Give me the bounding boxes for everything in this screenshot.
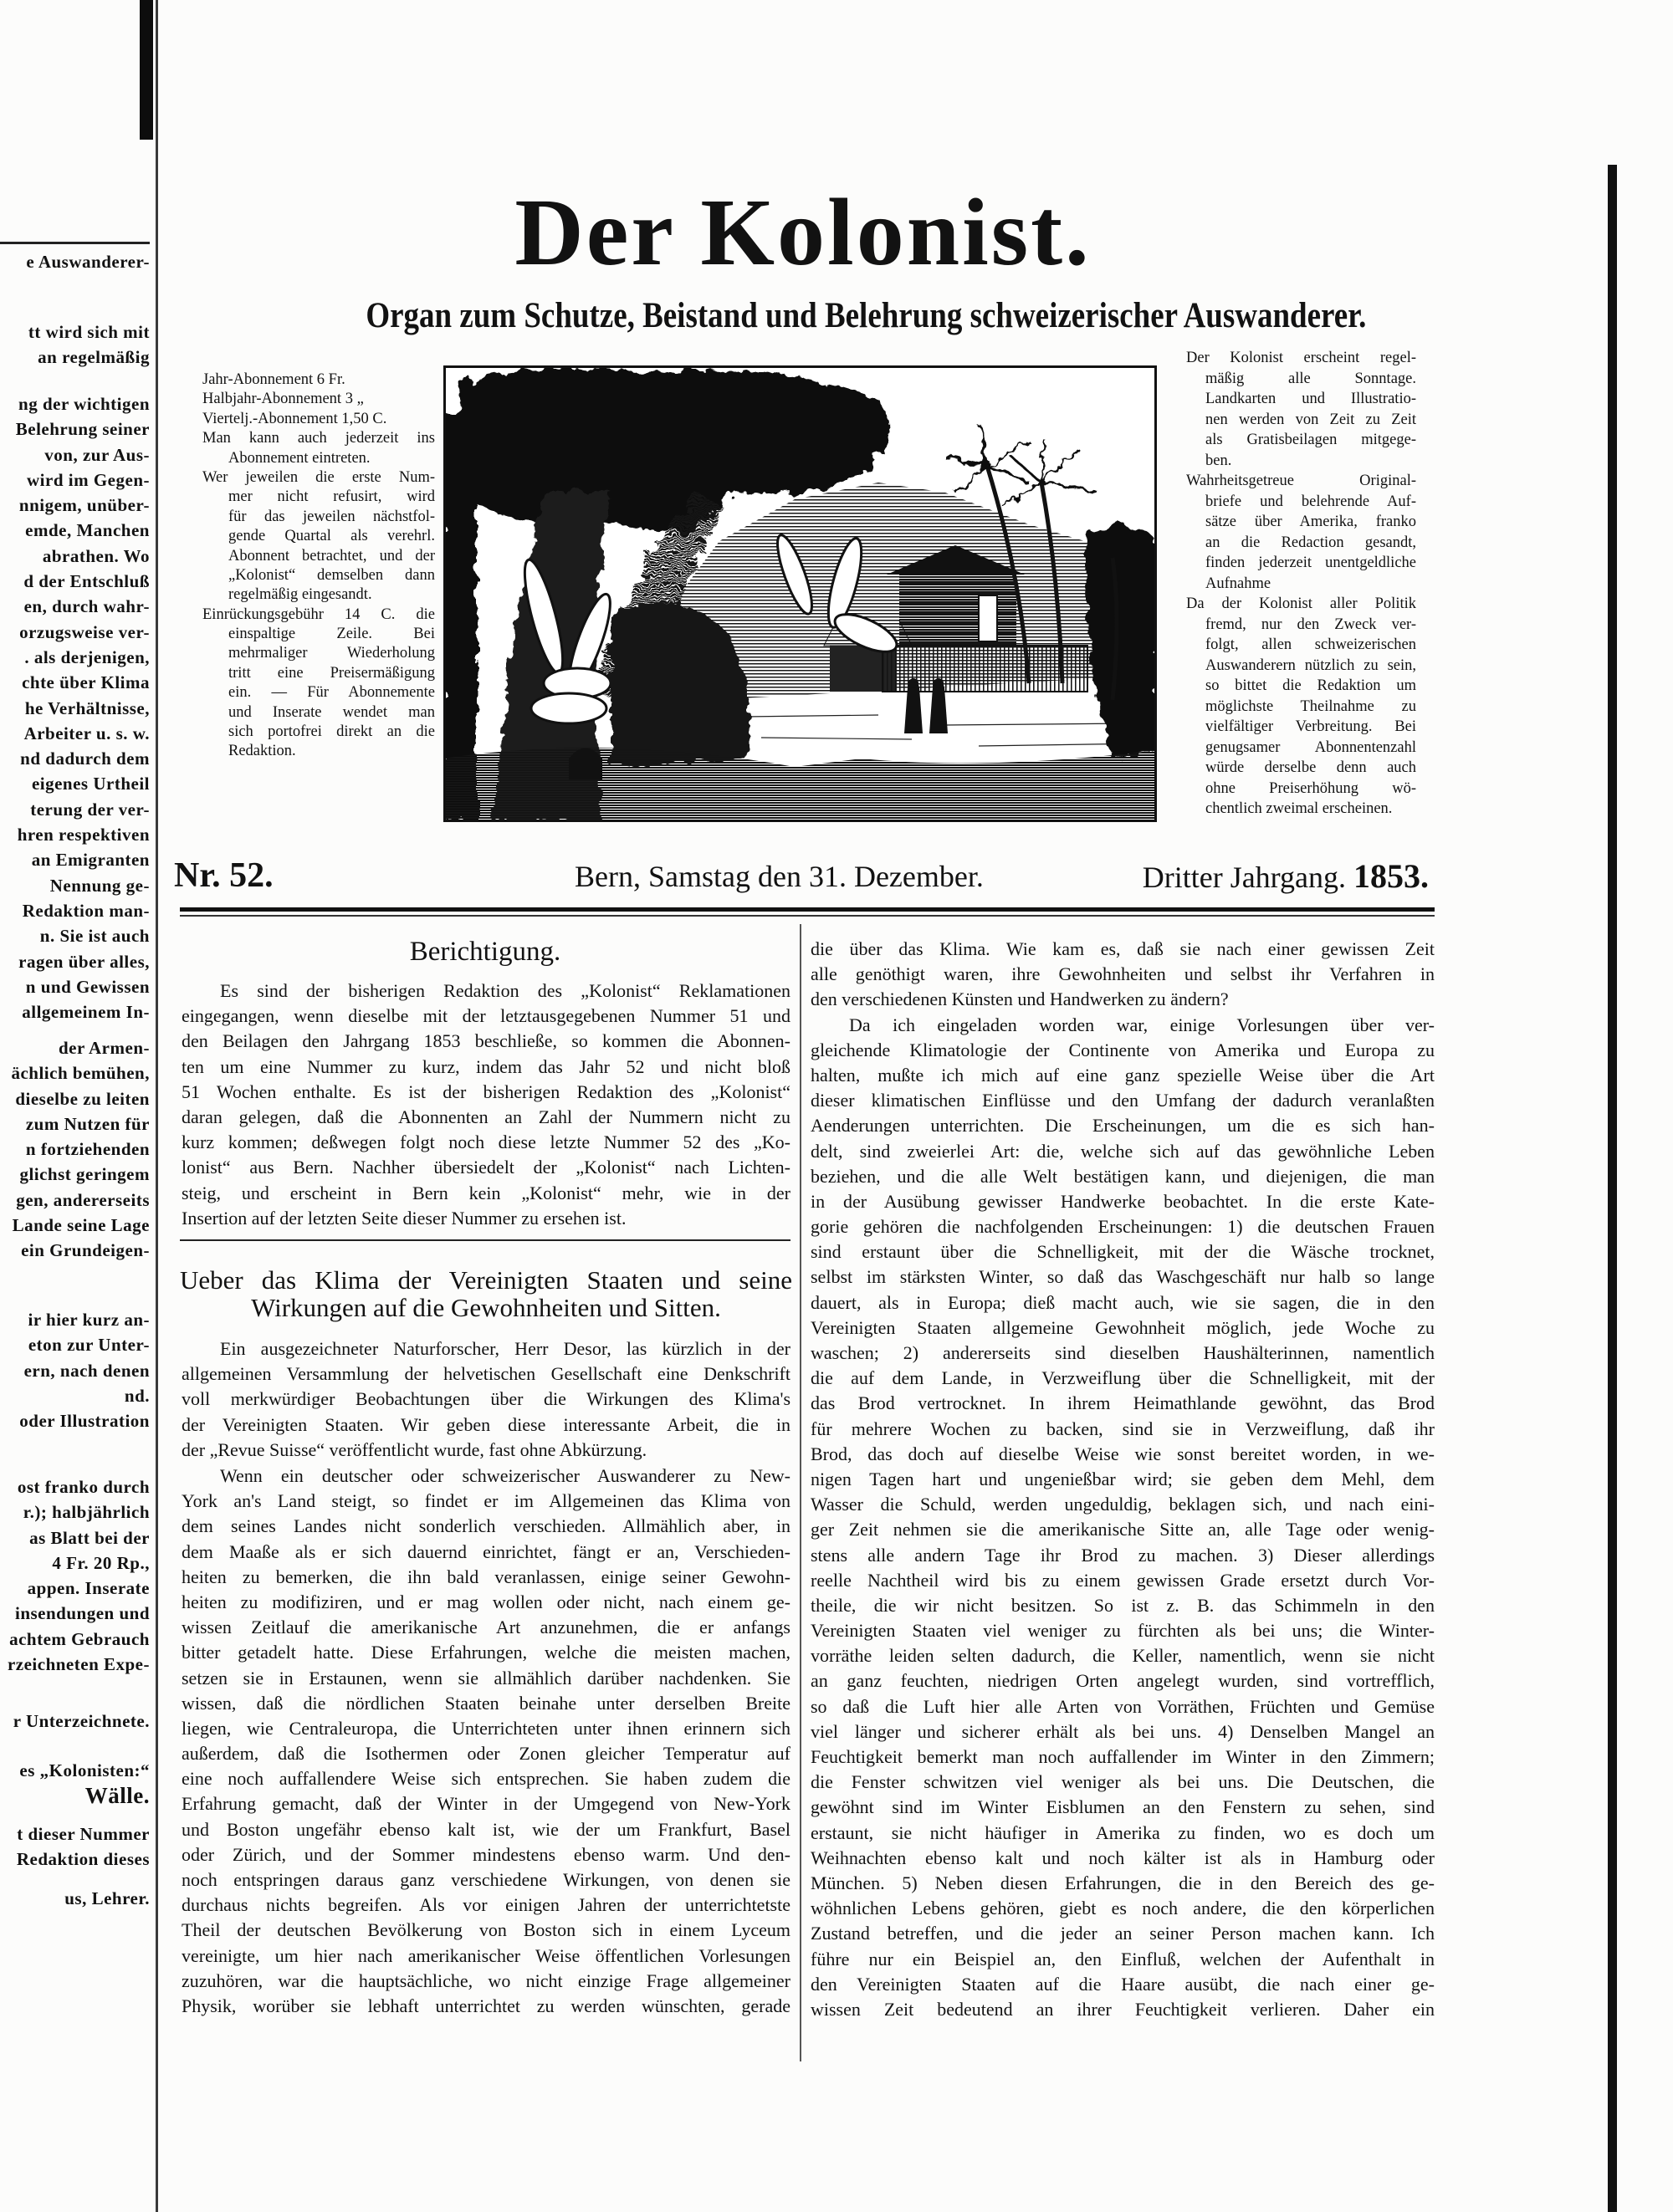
fragment-line <box>0 949 150 974</box>
fragment-text: tt wird sich mit <box>28 322 150 342</box>
fragment-line <box>0 1758 150 1783</box>
text-line: die über das Klima. Wie kam es, daß sie nach einer gewissen Zeit <box>811 938 1435 959</box>
fragment-text: ng der wichtigen <box>18 394 150 414</box>
info-line: als Gratisbeilagen mitgege- <box>1205 432 1416 448</box>
fragment-line <box>0 873 150 898</box>
paragraph <box>182 978 790 1231</box>
text-line: eine noch auffallendere Weise sich entsprechen. Sie haben zudem die <box>182 1768 790 1790</box>
fragment-line <box>0 1137 150 1162</box>
info-line: Der Kolonist erscheint regel- <box>1186 350 1416 366</box>
text-line: Wasser die Schuld, werden ungeduldig, beklagen sich, und nach eini- <box>811 1494 1435 1515</box>
fragment-text: nnigem, unüber- <box>18 495 150 516</box>
fragment-line <box>0 974 150 999</box>
info-line: finden jederzeit unentgeldliche <box>1205 554 1416 571</box>
text-line: voll merkwürdiger Beobachtungen über die Wirkungen des Klima's <box>182 1388 790 1410</box>
fragment-line <box>0 696 150 721</box>
fragment-line <box>0 1307 150 1332</box>
fragment-line <box>0 1213 150 1238</box>
text-line: ten um eine Nummer zu kurz, indem das Jahr 52 und nicht bloß <box>182 1055 790 1077</box>
fragment-line <box>0 1783 150 1808</box>
fragment-group <box>0 249 150 274</box>
text-line: die auf dem Lande, in Verzweiflung über die Schnelligkeit, mit der <box>811 1367 1435 1389</box>
text-line: Vereinigten Staaten viel weniger zu fürchten als bei uns; die Winter- <box>811 1620 1435 1642</box>
fragment-line <box>0 1576 150 1601</box>
fragment-line <box>0 1847 150 1872</box>
info-line: einspaltige Zeile. Bei <box>228 626 435 643</box>
text-line: bitter getadelt hatte. Diese Erfahrungen, welche die meisten machen, <box>182 1642 790 1663</box>
info-line: so bittet die Redaktion um <box>1205 677 1416 694</box>
text-line: so daß die Luft hier alle Arten von Vorräthen, Früchten und Gemüse <box>811 1695 1435 1717</box>
info-line: briefe und belehrende Auf- <box>1205 493 1416 510</box>
text-line: Vereinigten Staaten allgemeine Gewohnheit möglich, jede Woche zu <box>811 1316 1435 1338</box>
info-line: und Inserate wendet man <box>228 703 435 721</box>
text-line: delt, sind zweierlei Art: die, welche sich auf das gewöhnliche Leben <box>811 1140 1435 1162</box>
fragment-text: emde, Manchen <box>25 520 150 541</box>
article-heading <box>180 1266 792 1321</box>
info-line: Wer jeweilen die erste Num- <box>202 468 435 486</box>
fragment-line <box>0 518 150 543</box>
text-line: den verschiedenen Künsten und Handwerken zu ändern? <box>811 989 1229 1010</box>
fragment-line <box>0 1652 150 1677</box>
fragment-line <box>0 1188 150 1213</box>
fragment-text: appen. Inserate <box>27 1578 150 1599</box>
fragment-text: wird im Gegen- <box>27 469 150 490</box>
info-line: Landkarten und Illustratio- <box>1205 391 1416 407</box>
fragment-text: n fortziehenden <box>25 1139 150 1160</box>
fragment-text: . als derjenigen, <box>24 646 150 667</box>
text-line: halten, mußte ich mich auf eine ganz spezielle Weise über die Art <box>811 1064 1435 1086</box>
fragment-text: an regelmäßig <box>38 347 150 368</box>
fragment-text: eigenes Urtheil <box>31 774 150 794</box>
text-line: durchaus nichts begreifen. Als vor einigen Jahren der unterrichtetste <box>182 1894 790 1916</box>
paragraph <box>811 1013 1435 2023</box>
fragment-text: n. Sie ist auch <box>39 926 150 947</box>
volume-label: Dritter Jahrgang. <box>1142 861 1346 894</box>
article-heading-line: Ueber das Klima der Vereinigten Staaten und seine <box>180 1265 792 1295</box>
fragment-line <box>0 1550 150 1576</box>
info-line: Einrückungsgebühr 14 C. die <box>202 605 435 623</box>
text-line: für mehrere Wochen zu backen, sind sie in Verzweiflung, daß ihr <box>811 1418 1435 1439</box>
fragment-text: rzeichneten Expe- <box>7 1654 150 1675</box>
text-line: York an's Land steigt, so findet er im Allgemeinen das Klima von <box>182 1490 790 1512</box>
fragment-text: chte über Klima <box>22 672 150 693</box>
text-line: Erfahrung gemacht, daß der Winter in der Umgegend von New-York <box>182 1793 790 1815</box>
fragment-line <box>0 822 150 847</box>
text-line: wissen Zeit bedeutend an ihrer Feuchtigkeit verlieren. Daher ein <box>811 1998 1435 2020</box>
info-line: Abonnent betrachtet, und der <box>228 547 435 564</box>
fragment-text: ein Grundeigen- <box>21 1240 150 1261</box>
text-line: Da ich eingeladen worden war, einige Vorlesungen über ver- <box>849 1014 1435 1035</box>
fragment-group <box>0 1821 150 1872</box>
text-line: 51 Wochen enthalte. Es ist der bisherigen Redaktion des „Kolonist“ <box>182 1080 790 1102</box>
fragment-text: nd. <box>124 1385 150 1406</box>
fragment-text: he Verhältnisse, <box>24 697 150 718</box>
tropical-settlement-engraving <box>443 365 1157 822</box>
text-line: gewöhnt sind im Winter Eisblumen an den Fenstern zu sehen, sind <box>811 1796 1435 1818</box>
fragment-line <box>0 1525 150 1550</box>
text-line: Brod, das doch auf dieselbe Weise wie sonst bereitet worden, in we- <box>811 1443 1435 1464</box>
text-line: Feuchtigkeit bemerkt man noch auffallender im Winter in den Zimmern; <box>811 1746 1435 1767</box>
column-divider <box>800 924 801 2061</box>
text-line: Insertion auf der letzten Seite dieser Nummer zu ersehen ist. <box>182 1207 627 1229</box>
text-line: gleichende Klimatologie der Continente von Amerika und Europa zu <box>811 1039 1435 1060</box>
fragment-line <box>0 594 150 619</box>
fragment-text: en, durch wahr- <box>23 596 150 617</box>
text-line: allgemeinen Versammlung der helvetischen Gesellschaft eine Denkschrift <box>182 1363 790 1385</box>
text-line: wöhnlichen Lebens gehören, giebt es noch andere, die den körperlichen <box>811 1898 1435 1919</box>
text-line: die Fenster schwitzen viel weniger als bei uns. Die Deutschen, die <box>811 1771 1435 1793</box>
text-line: wissen, daß die nördlichen Staaten beinahe unter derselben Breite <box>182 1692 790 1714</box>
publication-notice <box>1186 348 1416 820</box>
fragment-text: Belehrung seiner <box>15 419 150 440</box>
fragment-text: von, zur Aus- <box>44 444 150 465</box>
issue-number: Nr. 52. <box>174 856 274 895</box>
info-line: genugsamer Abonnentenzahl <box>1205 738 1416 756</box>
fragment-text: ern, nach denen <box>23 1360 150 1381</box>
text-line: München. 5) Neben diesen Erfahrungen, die in den Bereich des ge- <box>811 1872 1435 1893</box>
fragment-group <box>0 1035 150 1264</box>
fragment-text: r.); halbjährlich <box>23 1502 150 1523</box>
article-body-continued <box>811 937 1435 2022</box>
fragment-line <box>0 1086 150 1111</box>
info-line: „Kolonist“ demselben dann <box>228 566 435 584</box>
fragment-text: eton zur Unter- <box>28 1335 150 1356</box>
berichtigung-text <box>182 978 790 1231</box>
fragment-group <box>0 391 150 1024</box>
fragment-line <box>0 1474 150 1499</box>
info-item <box>202 370 435 390</box>
fragment-line <box>0 1627 150 1652</box>
text-line: dem Maaße als er sich dauernd einrichtet, fängt er an, Verschieden- <box>182 1540 790 1562</box>
text-line: daran gelegen, daß die Abonnenten an Zahl der Nummern nicht zu <box>182 1106 790 1127</box>
paragraph <box>811 937 1435 1013</box>
fragment-line <box>0 1499 150 1525</box>
text-line: in der Ausübung gewisser Handwerke beobachtet. In die erste Kate- <box>811 1190 1435 1212</box>
text-line: lonist“ aus Bern. Nachher übersiedelt der „Kolonist“ nach Lichten- <box>182 1157 790 1178</box>
text-line: stens alle andern Tage ihr Brod zu machen. 3) Dieser allerdings <box>811 1544 1435 1566</box>
text-line: selbst im stärksten Winter, so daß das Waschgeschäft nur halb so lange <box>811 1266 1435 1288</box>
info-line: Man kann auch jederzeit ins <box>202 430 435 447</box>
fragment-line <box>0 1111 150 1137</box>
fragment-text: Wälle. <box>84 1783 150 1809</box>
fragment-line <box>0 442 150 467</box>
fragment-text: r Unterzeichnete. <box>13 1711 150 1731</box>
fragment-text: d der Entschluß <box>23 571 150 592</box>
info-line: Aufnahme <box>1205 575 1271 592</box>
text-line: wissen Zeitlauf die amerikanische Art anzunehmen, die er anfangs <box>182 1617 790 1638</box>
fragment-text: 4 Fr. 20 Rp., <box>52 1552 150 1573</box>
info-line: Auswanderern nützlich zu sein, <box>1205 656 1416 674</box>
text-line: dauert, als in Europa; dieß macht auch, wie sie sagen, die in den <box>811 1291 1435 1313</box>
text-line: viel länger und sicherer erhält als bei uns. 4) Denselben Mangel an <box>811 1720 1435 1742</box>
text-line: und Boston ungefähr ebenso kalt ist, wie der um Frankfurt, Basel <box>182 1818 790 1840</box>
fragment-line <box>0 467 150 493</box>
fragment-text: insendungen und <box>14 1603 150 1624</box>
fragment-line <box>0 416 150 442</box>
text-line: sind erstaunt über die Schnelligkeit, mit der die Wäsche trocknet, <box>811 1241 1435 1263</box>
text-line: erstaunt, sie nicht häufiger in Amerika zu finden, wo es doch um <box>811 1821 1435 1843</box>
fragment-line <box>0 797 150 822</box>
text-line: theile, die wir nicht besitzen. So ist z. B. das Schimmeln in den <box>811 1594 1435 1616</box>
info-item <box>202 390 435 409</box>
fragment-line <box>0 1238 150 1263</box>
fragment-line <box>0 345 150 370</box>
scan-edge-bar <box>1608 165 1617 2212</box>
text-line: nigen Tagen hart und ungenießbar wird; sie geben dem Mehl, dem <box>811 1468 1435 1489</box>
text-line: dem seines Landes nicht sonderlich verschieden. Allmählich aber, in <box>182 1515 790 1537</box>
fragment-line <box>0 1886 150 1911</box>
fragment-text: abrathen. Wo <box>42 545 150 566</box>
fragment-text: achtem Gebrauch <box>9 1628 150 1649</box>
text-line: vereinigte, um hier nach amerikanischer Weise öffentlichen Vorlesungen <box>182 1944 790 1966</box>
text-line: Wenn ein deutscher oder schweizerischer Auswanderer zu New- <box>220 1465 790 1486</box>
fragment-text: orzugsweise ver- <box>19 621 150 642</box>
info-line: nen werden von Zeit zu Zeit <box>1205 411 1416 428</box>
text-line: reelle Nachtheil wird bis zu einem gewissen Grade ersetzt durch Vor- <box>811 1569 1435 1591</box>
text-line: beziehen, und die alle Welt bestätigen kann, und diejenigen, die man <box>811 1165 1435 1187</box>
info-line: Redaktion. <box>228 743 296 760</box>
page-edge-line <box>156 0 158 2212</box>
fragment-line <box>0 569 150 594</box>
fragment-text: Nennung ge- <box>49 875 150 896</box>
info-line: sätze über Amerika, franko <box>1205 513 1416 530</box>
info-line: Halbjahr-Abonnement 3 „ <box>202 391 364 408</box>
fragment-line <box>0 1035 150 1060</box>
fragment-line <box>0 898 150 923</box>
text-line: vorräthe leiden selten dadurch, die Keller, namentlich, wenn sie nicht <box>811 1645 1435 1667</box>
fragment-line <box>0 1709 150 1734</box>
newspaper-title: Der Kolonist. <box>514 179 1092 285</box>
fragment-line <box>0 923 150 948</box>
text-line: an ganz feuchten, niedrigen Orten angelegt wurden, sind vortrefflich, <box>811 1670 1435 1692</box>
fragment-text: hren respektiven <box>17 825 150 845</box>
fragment-text: es „Kolonisten:“ <box>19 1760 150 1780</box>
fragment-line <box>0 999 150 1024</box>
info-line: ben. <box>1205 452 1232 469</box>
fragment-text: ost franko durch <box>17 1477 150 1497</box>
fragment-group <box>0 1709 150 1734</box>
text-line: oder Zürich, und der Sommer mindestens ebenso warm. Und den- <box>182 1843 790 1865</box>
fragment-line <box>0 847 150 872</box>
fragment-group <box>0 319 150 370</box>
fragment-group <box>0 1474 150 1677</box>
info-line: mäßig alle Sonntage. <box>1205 370 1416 387</box>
fragment-line <box>0 493 150 518</box>
issue-volume <box>1079 856 1429 897</box>
text-line: der Vereinigten Staaten. Wir geben diese interessante Arbeit, die in <box>182 1413 790 1435</box>
newspaper-subtitle: Organ zum Schutze, Beistand und Belehrung schweizerischer Auswanderer. <box>365 296 1367 335</box>
info-line: für das jeweilen nächstfol- <box>228 508 435 525</box>
info-line: Jahr-Abonnement 6 Fr. <box>202 371 345 388</box>
fragment-text: dieselbe zu leiten <box>15 1088 150 1109</box>
fragment-line <box>0 1821 150 1847</box>
info-line: mehrmaliger Wiederholung <box>228 645 435 662</box>
fragment-text: Redaktion man- <box>22 900 150 921</box>
info-item <box>1186 348 1416 471</box>
fragment-text: ächlich bemühen, <box>11 1063 150 1084</box>
fragment-line <box>0 1408 150 1433</box>
text-line: Physik, worüber sie lebhaft unterrichtet zu werden wünschten, gerade <box>182 1995 790 2016</box>
paragraph <box>182 1336 790 1463</box>
info-line: mer nicht refusirt, wird <box>228 488 435 506</box>
text-line: den Beilagen den Jahrgang 1853 beschließe, so kommen die Abonnen- <box>182 1030 790 1052</box>
fragment-text: as Blatt bei der <box>29 1527 150 1548</box>
subscription-info <box>202 370 435 762</box>
fragment-line <box>0 249 150 274</box>
info-line: tritt eine Preisermäßigung <box>228 664 435 682</box>
info-item <box>202 410 435 429</box>
fragment-line <box>0 771 150 796</box>
fragment-line <box>0 1162 150 1187</box>
fragment-text: nd dadurch dem <box>20 748 150 769</box>
fragment-line <box>0 746 150 771</box>
info-item <box>202 605 435 762</box>
info-line: folgt, allen schweizerischen <box>1205 636 1416 653</box>
info-line: vielfältiger Verbreitung. Bei <box>1205 718 1416 735</box>
fragment-line <box>0 1358 150 1383</box>
paragraph <box>182 1464 790 2019</box>
text-line: setzen sie in Erstaunen, wenn sie allmählich darüber nachdenken. Sie <box>182 1667 790 1688</box>
fragment-group <box>0 1758 150 1809</box>
fragment-line <box>0 1383 150 1408</box>
previous-page-fragment <box>0 0 150 2212</box>
text-line: gorie gehören die nachfolgenden Erscheinungen: 1) die deutschen Frauen <box>811 1216 1435 1238</box>
fragment-group <box>0 1307 150 1433</box>
text-line: Zustand betreffen, und die jeder an seiner Person machen kann. Ich <box>811 1923 1435 1944</box>
info-line: an die Redaction gesandt, <box>1205 534 1416 551</box>
fragment-line <box>0 670 150 695</box>
text-line: Aenderungen unterrichten. Die Erscheinungen, um die es sich han- <box>811 1115 1435 1137</box>
info-item <box>202 429 435 468</box>
text-line: heiten zu modifiziren, und er mag wollen oder nicht, nach einem ge- <box>182 1591 790 1612</box>
fragment-text: Redaktion dieses <box>16 1849 150 1870</box>
fragment-text: e Auswanderer- <box>26 252 150 272</box>
newspaper-subtitle-row <box>284 294 1447 338</box>
text-line: heiten zu bemerken, die ihn bald veranlassen, einige seiner Gewohn- <box>182 1566 790 1587</box>
berichtigung-heading: Berichtigung. <box>409 937 561 967</box>
article-separator <box>180 1239 790 1241</box>
info-line: ein. — Für Abonnemente <box>228 684 435 702</box>
fragment-group <box>0 1886 150 1911</box>
text-line: das Brod vertrocknet. In ihrem Heimathlande gewöhnt, das Brod <box>811 1392 1435 1414</box>
info-line: möglichste Theilnahme zu <box>1205 697 1416 715</box>
info-item <box>202 468 435 605</box>
text-line: Ein ausgezeichneter Naturforscher, Herr Desor, las kürzlich in der <box>220 1338 790 1359</box>
fragment-line <box>0 1601 150 1626</box>
fragment-line <box>0 1060 150 1086</box>
info-item <box>1186 471 1416 594</box>
text-line: alle genöthigt waren, ihre Gewohnheiten und selbst ihr Verfahren in <box>811 963 1435 985</box>
issue-date: Bern, Samstag den 31. Dezember. <box>575 860 984 893</box>
fragment-line <box>0 721 150 746</box>
text-line: dieser klimatischen Einflüsse und den Umfang der dadurch veranlaßten <box>811 1090 1435 1111</box>
text-line: zuzuhören, war die hauptsächliche, wo nicht einzige Frage allgemeiner <box>182 1969 790 1991</box>
article-body <box>182 1464 790 2019</box>
text-line: Weihnachten ebenso kalt und noch kälter ist als in Hamburg oder <box>811 1847 1435 1868</box>
info-line: Abonnement eintreten. <box>228 449 371 467</box>
article-intro <box>182 1336 790 1463</box>
info-line: sich portofrei direkt an die <box>228 723 435 741</box>
info-line: gende Quartal als verehrl. <box>228 528 435 545</box>
fragment-text: n und Gewissen <box>25 976 150 997</box>
info-line: Da der Kolonist aller Politik <box>1186 595 1416 612</box>
fragment-text: zum Nutzen für <box>25 1113 150 1134</box>
text-line: waschen; 2) andererseits sind dieselben Haushälterinnen, namentlich <box>811 1342 1435 1363</box>
info-item <box>1186 594 1416 820</box>
fragment-text: der Armen- <box>58 1038 150 1058</box>
text-line: ger Zeit nehmen sie die amerikanische Sitte an, alle Tage oder wenig- <box>811 1519 1435 1540</box>
masthead-rule <box>180 907 1435 912</box>
text-line: führe nur ein Beispiel an, den Einfluß, welchen der Aufenthalt in <box>811 1948 1435 1969</box>
fragment-rule <box>0 242 150 244</box>
text-line: der „Revue Suisse“ veröffentlicht wurde, fast ohne Abkürzung. <box>182 1438 647 1460</box>
text-line: steig, und erscheint in Bern kein „Kolonist“ mehr, wie in der <box>182 1182 790 1203</box>
fragment-text: allgemeinem In- <box>22 1002 150 1023</box>
info-line: ohne Preiserhöhung wö- <box>1205 779 1416 797</box>
volume-year: 1853. <box>1353 857 1429 895</box>
text-line: Theil der deutschen Bevölkerung von Boston sich in einem Lyceum <box>182 1919 790 1941</box>
info-line: chentlich zweimal erscheinen. <box>1205 800 1393 817</box>
text-line: Es sind der bisherigen Redaktion des „Kolonist“ Reklamationen <box>220 980 790 1001</box>
fragment-text: glichst geringem <box>19 1164 150 1185</box>
fragment-line <box>0 391 150 416</box>
fragment-text: us, Lehrer. <box>64 1888 150 1908</box>
text-line: liegen, wie Centraleuropa, die Unterrichteten unter ihnen erinnern sich <box>182 1717 790 1739</box>
fragment-text: Arbeiter u. s. w. <box>23 723 150 743</box>
fragment-text: terung der ver- <box>30 799 150 820</box>
info-line: Wahrheitsgetreue Original- <box>1186 473 1416 489</box>
fragment-text: ragen über alles, <box>18 951 150 972</box>
fragment-line <box>0 544 150 569</box>
fragment-line <box>0 645 150 670</box>
info-line: würde derselbe denn auch <box>1205 759 1416 776</box>
info-line: Viertelj.-Abonnement 1,50 C. <box>202 410 387 427</box>
fragment-text: oder Illustration <box>19 1411 150 1432</box>
fragment-line <box>0 319 150 345</box>
info-line: fremd, nur den Zweck ver- <box>1205 616 1416 633</box>
article-heading-line: Wirkungen auf die Gewohnheiten und Sitten. <box>251 1293 721 1322</box>
info-line: regelmäßig eingesandt. <box>228 586 372 604</box>
fragment-line <box>0 1332 150 1357</box>
fragment-line <box>0 620 150 645</box>
fragment-text: gen, andererseits <box>16 1189 150 1210</box>
fragment-text: t dieser Nummer <box>17 1824 150 1844</box>
text-line: den Vereinigten Staaten auf die Haare ausübt, die nach einer ge- <box>811 1973 1435 1995</box>
text-line: eingegangen, wenn dieselbe mit der letztausgegebenen Nummer 51 und <box>182 1005 790 1027</box>
masthead-rule-thin <box>180 915 1435 917</box>
fragment-text: ir hier kurz an- <box>28 1310 150 1330</box>
text-line: außerdem, daß die Isothermen oder Zonen gleicher Temperatur auf <box>182 1743 790 1765</box>
text-line: kurz kommen; deßwegen folgt noch diese letzte Nummer 52 des „Ko- <box>182 1132 790 1153</box>
fragment-text: Lande seine Lage <box>12 1215 150 1236</box>
fragment-text: an Emigranten <box>31 850 150 871</box>
text-line: noch entspringen daraus ganz verschiedene Wirkungen, von denen sie <box>182 1869 790 1890</box>
